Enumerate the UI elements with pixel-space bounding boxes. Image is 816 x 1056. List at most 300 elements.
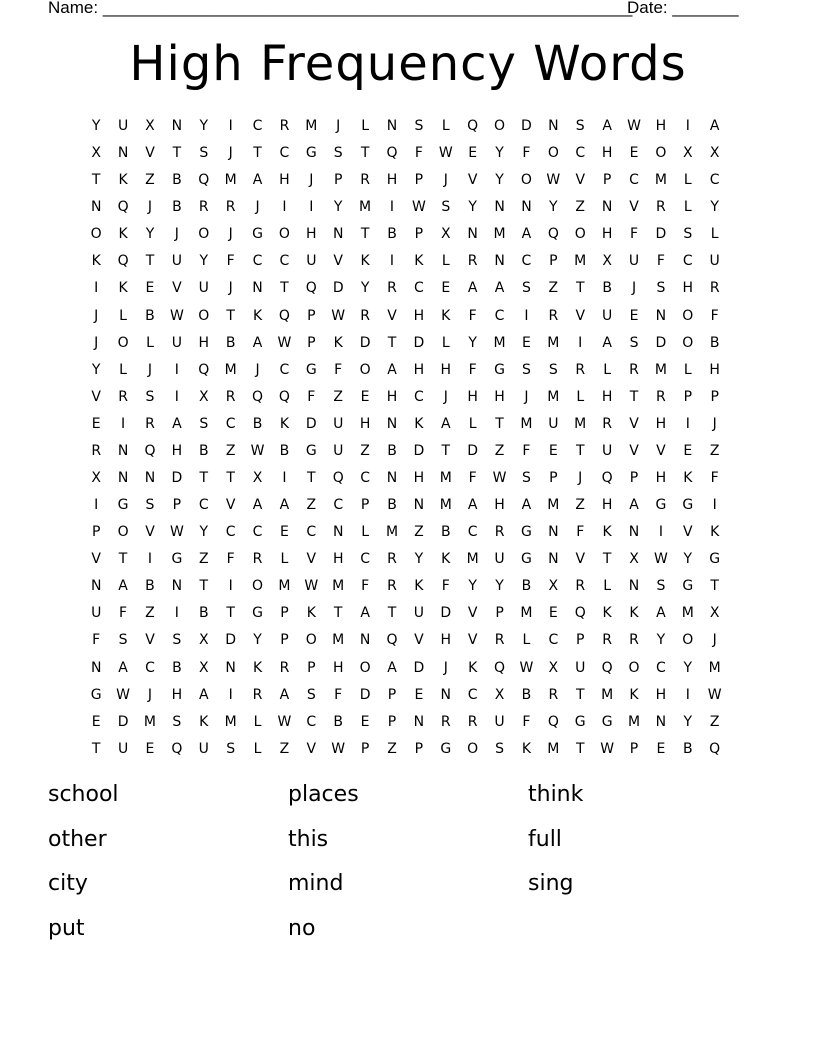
grid-letter: G [601,713,614,730]
grid-letter: F [576,524,585,541]
grid-letter: C [145,659,156,676]
grid-letter: D [359,686,371,703]
grid-letter: W [304,578,319,595]
grid-letter: K [306,605,317,622]
grid-letter: N [117,470,129,487]
grid-letter: W [250,442,265,459]
grid-letter: N [467,226,479,243]
grid-letter: A [521,226,532,243]
grid-letter: W [277,334,292,351]
grid-letter: G [521,524,533,541]
grid-letter: U [117,740,129,757]
grid-letter: S [495,740,505,757]
word-list [48,779,788,958]
grid-letter: K [118,226,129,243]
grid-letter: P [307,334,317,351]
grid-letter: H [601,145,613,162]
grid-letter: E [522,334,532,351]
grid-letter: A [252,497,263,514]
grid-letter: V [145,632,156,649]
grid-letter: F [92,632,101,649]
grid-letter: P [576,632,585,649]
grid-letter: C [656,659,667,676]
grid-letter: T [253,145,263,162]
grid-letter: C [413,388,425,405]
grid-letter: P [307,659,317,676]
grid-letter: G [305,145,318,162]
grid-letter: F [361,578,370,595]
grid-letter: U [333,442,344,459]
grid-letter: G [252,226,264,243]
grid-letter: B [521,578,532,595]
grid-letter: N [548,551,560,568]
grid-letter: J [309,172,314,189]
grid-letter: Y [683,551,693,568]
grid-letter: Z [306,497,317,514]
grid-letter: L [280,551,289,568]
grid-letter: J [228,280,234,297]
word-list-item: city [48,871,88,897]
grid-letter: U [494,713,506,730]
grid-letter: T [575,280,585,297]
grid-letter: Z [387,740,398,757]
grid-letter: C [494,307,505,324]
grid-letter: P [495,605,505,622]
grid-letter: Z [333,388,344,405]
grid-letter: K [414,253,424,270]
grid-letter: K [118,280,129,297]
grid-letter: K [521,740,532,757]
grid-letter: X [145,118,156,134]
grid-letter: W [169,524,185,541]
grid-letter: A [656,605,667,622]
grid-letter: B [145,307,156,324]
grid-letter: F [414,145,424,162]
grid-letter: S [683,226,693,243]
grid-letter: Y [360,280,370,297]
grid-letter: H [359,415,371,432]
grid-letter: I [282,470,287,487]
grid-letter: V [306,551,317,568]
grid-letter: D [225,632,237,649]
grid-letter: F [710,307,720,324]
grid-letter: K [414,415,424,432]
grid-letter: V [467,632,478,649]
grid-letter: R [709,280,721,297]
grid-letter: S [629,334,639,351]
grid-letter: B [172,172,183,189]
grid-letter: R [252,551,263,568]
grid-letter: L [441,253,451,270]
letter-grid [83,113,728,763]
grid-letter: I [389,253,395,270]
grid-letter: F [334,361,343,378]
grid-letter: K [252,659,263,676]
grid-letter: Y [199,524,209,541]
grid-letter: U [413,605,425,622]
grid-letter: X [198,388,210,405]
grid-letter: S [145,388,155,405]
grid-letter: I [658,524,664,541]
grid-letter: R [360,307,371,324]
grid-letter: T [360,226,370,243]
grid-letter: V [629,199,640,216]
grid-letter: A [360,605,371,622]
grid-letter: R [387,551,398,568]
grid-letter: R [629,632,640,649]
grid-letter: K [683,470,693,487]
grid-letter: A [198,686,210,703]
grid-letter: Z [575,497,586,514]
grid-letter: M [681,605,695,622]
grid-letter: V [683,524,694,541]
grid-letter: B [440,524,452,541]
grid-letter: E [280,524,290,541]
grid-letter: V [333,253,344,270]
grid-letter: M [224,361,238,378]
grid-letter: S [306,686,317,703]
grid-letter: T [91,172,101,189]
grid-letter: N [171,118,183,134]
grid-letter: N [386,118,398,134]
grid-letter: N [601,199,613,216]
grid-letter: M [574,415,587,432]
grid-letter: Y [414,551,424,568]
grid-letter: J [174,226,180,243]
grid-letter: S [172,713,182,730]
grid-letter: X [198,659,210,676]
grid-letter: M [547,334,560,351]
grid-letter: E [91,713,102,730]
grid-letter: U [171,334,183,351]
grid-letter: N [144,470,156,487]
grid-letter: E [145,740,155,757]
grid-letter: M [520,415,533,432]
grid-letter: K [118,172,129,189]
grid-letter: A [709,118,720,134]
grid-letter: H [655,415,667,432]
grid-letter: P [629,740,639,757]
grid-letter: Q [278,307,291,324]
grid-letter: R [575,361,586,378]
grid-letter: C [629,172,640,189]
grid-letter: K [441,551,451,568]
grid-letter: A [521,497,532,514]
grid-letter: G [117,497,130,514]
grid-letter: P [549,470,559,487]
grid-letter: H [306,226,318,243]
grid-letter: N [332,226,344,243]
grid-letter: T [199,578,209,595]
grid-letter: D [413,659,425,676]
grid-letter: L [441,334,451,351]
grid-letter: M [654,172,668,189]
grid-letter: I [309,199,314,216]
grid-letter: T [387,334,397,351]
grid-letter: C [225,415,237,432]
grid-letter: N [225,659,237,676]
grid-letter: A [118,578,129,595]
grid-letter: D [655,226,667,243]
grid-letter: T [91,740,101,757]
grid-letter: Y [495,145,505,162]
grid-letter: C [225,524,237,541]
grid-letter: F [468,470,478,487]
grid-letter: R [387,280,398,297]
grid-letter: N [521,199,533,216]
grid-letter: J [578,470,583,487]
grid-letter: H [467,388,479,405]
grid-letter: C [306,524,317,541]
grid-letter: R [91,442,102,459]
grid-letter: Q [198,172,210,189]
grid-letter: O [359,361,372,378]
grid-letter: P [280,632,290,649]
grid-letter: I [228,578,234,595]
grid-letter: K [468,659,478,676]
grid-letter: J [336,118,341,134]
grid-letter: H [494,388,506,405]
word-list-item: sing [528,871,574,897]
grid-letter: V [172,280,183,297]
grid-letter: F [656,253,666,270]
grid-letter: L [603,578,612,595]
grid-letter: F [468,361,478,378]
grid-letter: T [575,686,585,703]
grid-letter: V [575,307,586,324]
grid-letter: L [710,226,720,243]
grid-letter: G [655,497,667,514]
grid-letter: X [494,686,505,703]
grid-letter: K [602,605,613,622]
grid-letter: Q [332,470,345,487]
grid-letter: H [413,307,425,324]
grid-letter: I [174,605,180,622]
grid-letter: U [333,415,344,432]
grid-letter: G [494,361,506,378]
grid-letter: S [522,470,532,487]
grid-letter: G [521,551,533,568]
word-list-item: school [48,782,119,807]
grid-letter: H [279,172,291,189]
name-field[interactable] [48,0,632,18]
grid-letter: I [94,280,99,297]
grid-letter: T [575,442,585,459]
grid-letter: P [360,740,370,757]
grid-letter: Y [683,659,693,676]
grid-letter: V [467,172,478,189]
grid-letter: I [147,551,153,568]
grid-letter: Y [91,361,101,378]
word-list-item: no [288,916,316,942]
grid-letter: P [387,713,397,730]
grid-letter: S [226,740,236,757]
grid-letter: Q [198,361,210,378]
grid-letter: J [712,632,718,649]
grid-letter: K [279,415,290,432]
grid-letter: O [655,145,667,162]
grid-letter: L [683,199,693,216]
grid-letter: Z [225,442,236,459]
grid-letter: L [119,307,128,324]
grid-letter: A [387,361,398,378]
grid-letter: A [387,659,398,676]
grid-letter: M [359,199,372,216]
grid-letter: P [387,686,397,703]
grid-letter: A [629,497,640,514]
grid-letter: R [360,172,371,189]
grid-letter: H [171,686,183,703]
grid-letter: C [360,551,371,568]
grid-letter: R [252,686,263,703]
grid-letter: F [119,605,128,622]
grid-letter: U [198,280,210,297]
grid-letter: A [467,280,478,297]
grid-letter: B [682,740,694,757]
grid-letter: M [332,578,345,595]
grid-letter: Z [494,442,505,459]
date-blank-line: _______ [672,0,739,17]
grid-letter: V [306,740,317,757]
grid-letter: K [199,713,209,730]
grid-letter: H [171,442,183,459]
grid-letter: X [548,578,559,595]
grid-letter: Q [386,632,398,649]
grid-letter: R [467,713,479,730]
grid-letter: B [602,280,613,297]
grid-letter: X [709,605,720,622]
grid-letter: Y [656,632,666,649]
grid-letter: Q [547,226,560,243]
grid-letter: E [683,442,693,459]
grid-letter: N [386,470,398,487]
grid-letter: C [279,361,290,378]
grid-letter: T [333,605,343,622]
grid-letter: E [145,280,155,297]
grid-letter: R [548,686,559,703]
grid-letter: Q [574,605,587,622]
word-list-item: mind [288,871,344,897]
grid-letter: V [467,605,478,622]
date-field[interactable] [627,0,739,18]
grid-letter: T [307,470,317,487]
grid-letter: C [467,686,479,703]
grid-letter: R [118,388,129,405]
grid-letter: B [521,686,532,703]
grid-letter: M [574,253,587,270]
grid-letter: W [169,307,185,324]
grid-letter: S [522,280,532,297]
grid-letter: H [332,659,344,676]
grid-letter: P [280,605,290,622]
grid-letter: T [172,145,182,162]
grid-letter: I [121,415,126,432]
grid-letter: M [708,659,722,676]
grid-letter: V [225,497,236,514]
grid-letter: K [414,578,424,595]
grid-letter: R [279,659,290,676]
grid-letter: C [548,632,559,649]
grid-letter: O [574,226,587,243]
grid-letter: O [252,578,264,595]
grid-letter: C [682,253,694,270]
grid-letter: A [118,659,129,676]
grid-letter: E [360,388,371,405]
grid-letter: R [602,415,613,432]
grid-letter: K [252,307,263,324]
grid-letter: S [656,578,666,595]
grid-letter: O [90,226,103,243]
grid-letter: S [145,497,155,514]
grid-letter: T [280,280,290,297]
name-label: Name: [48,0,99,17]
grid-letter: T [226,470,236,487]
grid-letter: M [305,118,318,134]
grid-letter: O [117,334,130,351]
grid-letter: F [522,442,531,459]
grid-letter: H [655,118,667,134]
grid-letter: E [629,307,639,324]
grid-letter: T [629,388,639,405]
grid-letter: R [440,713,452,730]
grid-letter: U [709,253,721,270]
grid-letter: O [547,145,560,162]
grid-letter: K [91,253,102,270]
grid-letter: K [333,334,344,351]
grid-letter: X [91,470,102,487]
grid-letter: M [385,524,399,541]
grid-letter: O [467,740,479,757]
grid-letter: Y [495,578,505,595]
grid-letter: P [414,172,424,189]
grid-letter: Y [199,253,209,270]
grid-letter: Q [117,199,130,216]
grid-letter: N [655,307,667,324]
grid-letter: Z [198,551,210,568]
grid-letter: X [548,659,559,676]
grid-letter: W [519,659,534,676]
word-list-item: this [288,826,329,852]
grid-letter: N [548,118,560,134]
grid-letter: X [440,226,452,243]
grid-letter: B [225,334,236,351]
grid-letter: F [334,686,343,703]
grid-letter: J [712,415,718,432]
grid-letter: J [147,361,153,378]
grid-letter: X [198,632,210,649]
grid-letter: T [118,551,128,568]
grid-letter: Y [683,713,693,730]
grid-letter: Y [468,578,478,595]
grid-letter: L [119,361,128,378]
grid-letter: J [631,280,637,297]
grid-letter: S [333,145,344,162]
grid-letter: G [305,361,318,378]
grid-letter: I [228,118,234,134]
grid-letter: V [575,172,586,189]
grid-letter: M [601,686,614,703]
grid-letter: A [279,686,290,703]
grid-letter: O [682,632,694,649]
grid-letter: S [656,280,666,297]
grid-letter: M [278,578,291,595]
grid-letter: I [578,334,583,351]
grid-letter: X [91,145,102,162]
grid-letter: U [575,659,586,676]
grid-letter: C [575,145,586,162]
grid-letter: B [387,497,398,514]
grid-letter: K [602,524,613,541]
